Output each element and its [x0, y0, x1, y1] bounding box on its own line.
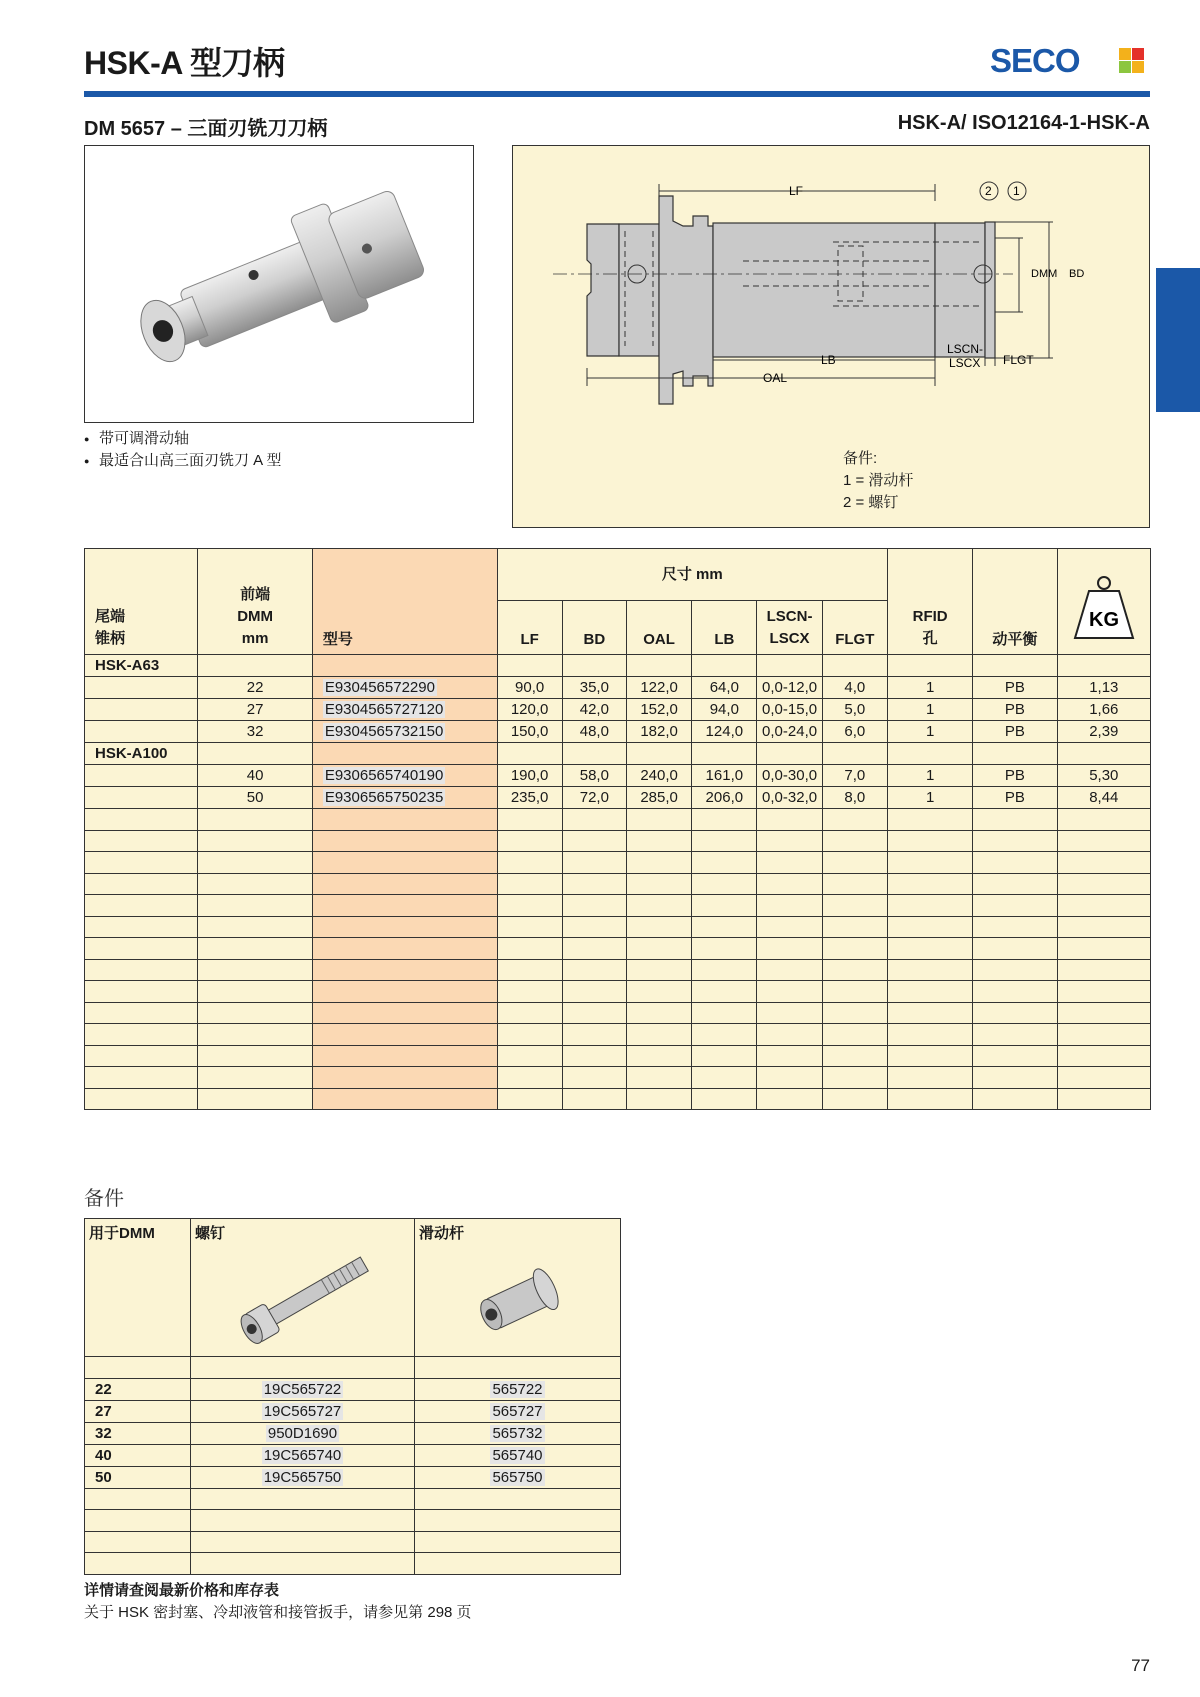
header-used-for-dmm: 用于DMM	[85, 1219, 191, 1357]
technical-drawing	[512, 145, 1150, 528]
empty-row	[85, 938, 1151, 960]
cell-lsc: 0,0-12,0	[757, 677, 822, 699]
empty-row	[85, 1002, 1151, 1024]
cell-bd: 42,0	[562, 699, 626, 721]
cell-rfid: 1	[887, 677, 972, 699]
cell-dmm: 32	[198, 721, 312, 743]
dim-lscx: LSCX	[949, 356, 981, 370]
cell-dmm: 32	[85, 1422, 191, 1444]
cell-kg: 1,13	[1057, 677, 1150, 699]
cell-model[interactable]: E9306565740190	[324, 767, 444, 784]
cell-flgt: 5,0	[822, 699, 887, 721]
table-row[interactable]	[85, 677, 1151, 699]
accessories-table	[84, 1218, 621, 1575]
drawing-legend	[843, 448, 913, 514]
title-rule	[84, 91, 1150, 97]
product-photo	[84, 145, 474, 423]
table-row[interactable]	[85, 1422, 621, 1444]
table-row[interactable]	[85, 787, 1151, 809]
cell-shaft[interactable]: 565750	[492, 1468, 543, 1486]
cell-lf: 150,0	[497, 721, 562, 743]
cell-balance: PB	[973, 765, 1057, 787]
cell-dmm: 50	[85, 1466, 191, 1488]
feature-item: ● 最适合山高三面刃铣刀 A 型	[84, 450, 282, 472]
standard-label: HSK-A/ ISO12164-1-HSK-A	[897, 112, 1150, 134]
cell-lsc: 0,0-15,0	[757, 699, 822, 721]
cell-oal: 285,0	[626, 787, 691, 809]
dimension-drawing	[513, 146, 1151, 529]
cell-bd: 72,0	[562, 787, 626, 809]
empty-row	[85, 873, 1151, 895]
empty-row	[85, 1553, 621, 1575]
cell-dmm: 40	[85, 1444, 191, 1466]
header-balance: 动平衡	[973, 549, 1057, 655]
cell-screw[interactable]: 950D1690	[267, 1424, 338, 1442]
header-model: 型号	[312, 549, 497, 655]
cell-flgt: 7,0	[822, 765, 887, 787]
cell-balance: PB	[973, 787, 1057, 809]
empty-row	[85, 1024, 1151, 1046]
cell-lsc: 0,0-30,0	[757, 765, 822, 787]
cell-lb: 64,0	[692, 677, 757, 699]
cell-dmm: 40	[198, 765, 312, 787]
cell-dmm: 22	[198, 677, 312, 699]
cell-oal: 240,0	[626, 765, 691, 787]
empty-row	[85, 1488, 621, 1510]
header-front	[198, 549, 312, 655]
empty-row	[85, 852, 1151, 874]
cell-oal: 122,0	[626, 677, 691, 699]
table-row[interactable]	[85, 721, 1151, 743]
cell-lf: 90,0	[497, 677, 562, 699]
header-lscn	[757, 601, 822, 655]
cell-kg: 2,39	[1057, 721, 1150, 743]
cell-lf: 190,0	[497, 765, 562, 787]
dim-oal: OAL	[763, 371, 788, 385]
cell-rfid: 1	[887, 787, 972, 809]
product-subtitle: DM 5657 – 三面刃铣刀刀柄	[84, 118, 328, 140]
dim-lf: LF	[789, 184, 804, 198]
cell-shaft[interactable]: 565727	[492, 1402, 543, 1420]
cell-lb: 94,0	[692, 699, 757, 721]
table-row[interactable]	[85, 1400, 621, 1422]
cell-screw[interactable]: 19C565750	[263, 1468, 342, 1486]
header-rfid-line2: 孔	[922, 630, 938, 647]
cell-flgt: 6,0	[822, 721, 887, 743]
cell-flgt: 4,0	[822, 677, 887, 699]
tool-holder-illustration	[85, 146, 475, 424]
cell-model[interactable]: E9304565732150	[324, 723, 444, 740]
spec-table	[84, 548, 1151, 1110]
cell-lf: 235,0	[497, 787, 562, 809]
cell-model[interactable]: E930456572290	[324, 679, 435, 696]
accessories-title: 备件	[84, 1188, 124, 1210]
kg-label: KG	[1088, 609, 1119, 631]
cell-balance: PB	[973, 721, 1057, 743]
header-oal: OAL	[626, 601, 691, 655]
dim-bd: BD	[1069, 268, 1085, 280]
dim-lscn: LSCN-	[947, 342, 984, 356]
header-slide-shaft	[415, 1219, 621, 1357]
callout-1: 1	[1013, 184, 1020, 198]
empty-row	[85, 809, 1151, 831]
cell-shaft[interactable]: 565732	[492, 1424, 543, 1442]
group-row	[85, 743, 1151, 765]
legend-title: 备件:	[843, 450, 878, 467]
cell-model[interactable]: E9304565727120	[324, 701, 444, 718]
cell-shaft[interactable]: 565740	[492, 1446, 543, 1464]
cell-rfid: 1	[887, 765, 972, 787]
section-tab[interactable]	[1156, 268, 1200, 412]
empty-row	[85, 959, 1151, 981]
cell-lb: 206,0	[692, 787, 757, 809]
empty-row	[85, 1510, 621, 1532]
footer-line2: 关于 HSK 密封塞、冷却液管和接管扳手，请参见第 298 页	[84, 1604, 472, 1621]
footer-notes	[84, 1580, 472, 1624]
logo-text: SECO	[990, 42, 1080, 79]
screw-icon	[195, 1244, 395, 1344]
cell-bd: 48,0	[562, 721, 626, 743]
empty-row	[85, 895, 1151, 917]
cell-rfid: 1	[887, 699, 972, 721]
page-title: HSK-A 型刀柄	[84, 45, 285, 81]
cell-dmm: 27	[198, 699, 312, 721]
cell-shaft[interactable]: 565722	[492, 1380, 543, 1398]
tail-label: HSK-A63	[85, 655, 198, 677]
slide-shaft-icon	[419, 1244, 609, 1344]
header-tail: 尾端 锥柄	[85, 549, 198, 655]
dim-lb: LB	[821, 353, 836, 367]
empty-row	[85, 830, 1151, 852]
cell-lsc: 0,0-32,0	[757, 787, 822, 809]
cell-screw[interactable]: 19C565722	[263, 1380, 342, 1398]
table-row[interactable]	[85, 1466, 621, 1488]
cell-bd: 58,0	[562, 765, 626, 787]
feature-item: ● 带可调滑动轴	[84, 428, 282, 450]
page-number: 77	[1131, 1656, 1150, 1675]
empty-row	[85, 916, 1151, 938]
table-row[interactable]	[85, 1378, 621, 1400]
footer-line1: 详情请查阅最新价格和库存表	[84, 1582, 280, 1599]
cell-rfid: 1	[887, 721, 972, 743]
header-rfid	[887, 549, 972, 655]
cell-flgt: 8,0	[822, 787, 887, 809]
header-screw	[191, 1219, 415, 1357]
header-front-line3: mm	[241, 630, 269, 647]
weight-kg-icon	[1071, 574, 1137, 644]
empty-row	[85, 1045, 1151, 1067]
empty-row	[85, 1067, 1151, 1089]
header-weight	[1057, 549, 1150, 655]
cell-oal: 152,0	[626, 699, 691, 721]
cell-lb: 124,0	[692, 721, 757, 743]
cell-balance: PB	[973, 699, 1057, 721]
header-lf: LF	[497, 601, 562, 655]
cell-lf: 120,0	[497, 699, 562, 721]
logo-squares-icon	[1119, 48, 1145, 74]
empty-row	[85, 1531, 621, 1553]
table-row[interactable]	[85, 1444, 621, 1466]
header-bd: BD	[562, 601, 626, 655]
table-row[interactable]	[85, 765, 1151, 787]
cell-bd: 35,0	[562, 677, 626, 699]
empty-rows	[85, 809, 1151, 1110]
cell-dmm: 27	[85, 1400, 191, 1422]
callout-2: 2	[985, 184, 992, 198]
header-lb: LB	[692, 601, 757, 655]
cell-kg: 1,66	[1057, 699, 1150, 721]
legend-item: 2 = 螺钉	[843, 494, 899, 511]
empty-row	[85, 1357, 621, 1379]
header-lscn-line2: LSCX	[769, 630, 810, 647]
header-size-group: 尺寸 mm	[497, 549, 887, 601]
cell-dmm: 50	[198, 787, 312, 809]
header-front-line1: 前端	[240, 586, 271, 603]
cell-model[interactable]: E9306565750235	[324, 789, 444, 806]
cell-dmm: 22	[85, 1378, 191, 1400]
tail-label: HSK-A100	[85, 743, 198, 765]
dim-flgt: FLGT	[1003, 353, 1034, 367]
cell-lsc: 0,0-24,0	[757, 721, 822, 743]
cell-balance: PB	[973, 677, 1057, 699]
cell-oal: 182,0	[626, 721, 691, 743]
header-flgt: FLGT	[822, 601, 887, 655]
header-front-line2: DMM	[237, 608, 274, 625]
cell-kg: 8,44	[1057, 787, 1150, 809]
group-row	[85, 655, 1151, 677]
legend-item: 1 = 滑动杆	[843, 472, 914, 489]
empty-row	[85, 1088, 1151, 1110]
cell-lb: 161,0	[692, 765, 757, 787]
cell-screw[interactable]: 19C565727	[263, 1402, 342, 1420]
table-row[interactable]	[85, 699, 1151, 721]
cell-kg: 5,30	[1057, 765, 1150, 787]
empty-row	[85, 981, 1151, 1003]
header-rfid-line1: RFID	[912, 608, 948, 625]
feature-list	[84, 428, 282, 472]
dim-dmm: DMM	[1031, 268, 1058, 280]
header-lscn-line1: LSCN-	[766, 608, 813, 625]
seco-logo	[990, 42, 1152, 82]
header-screw-label: 螺钉	[195, 1225, 226, 1242]
header-slide-shaft-label: 滑动杆	[419, 1225, 465, 1242]
cell-screw[interactable]: 19C565740	[263, 1446, 342, 1464]
